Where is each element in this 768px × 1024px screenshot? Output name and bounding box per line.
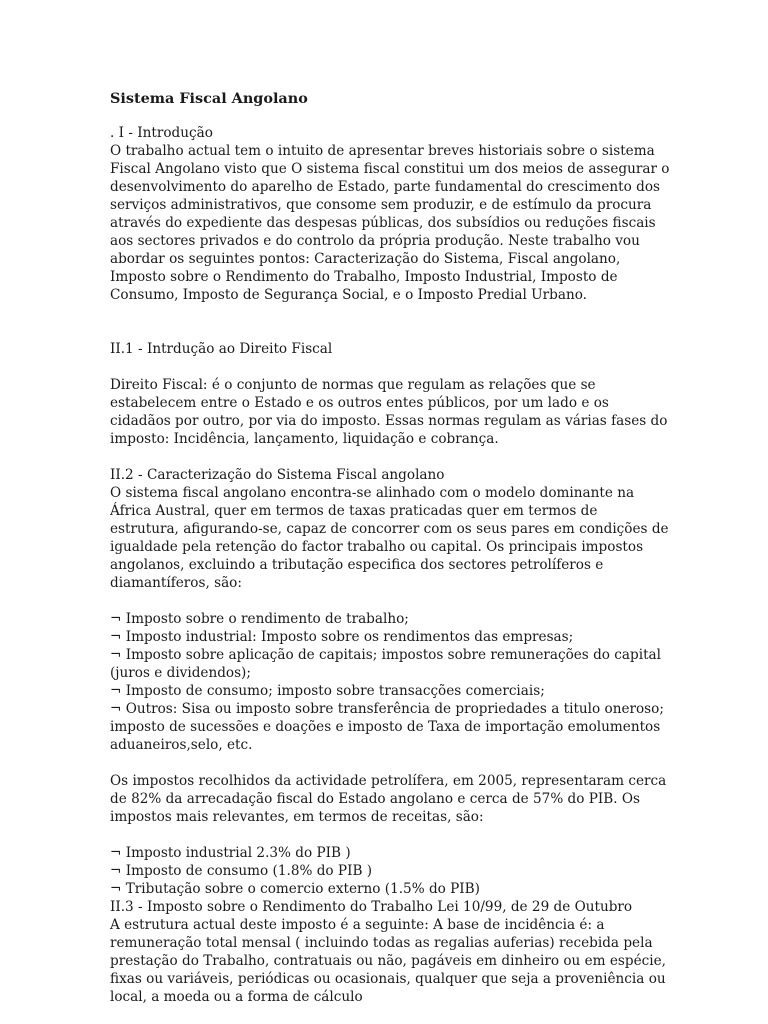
list-item-text: Imposto industrial 2.3% do PIB ) bbox=[125, 845, 351, 861]
bullet-mark: ¬ bbox=[110, 611, 122, 627]
bullet-mark: ¬ bbox=[110, 881, 122, 897]
intro-paragraph: O trabalho actual tem o intuito de apresentar breves historiais sobre o sistema Fiscal Angolano visto que O sistema fiscal constitui um dos meios de assegurar o desenvolvimento do aparelho de Estado, parte fundamental do crescimento dos serviços administrativos, que consome sem produzir, e de estímulo da procura através do expediente das despesas públicas, dos subsídios ou reduções fiscais aos sectores privados e do controlo da própria produção. Neste trabalho vou abordar os seguintes pontos: Caracterização do Sistema, Fiscal angolano, Imposto sobre o Rendimento do Trabalho, Imposto Industrial, Imposto de Consumo, Imposto de Segurança Social, e o Imposto Predial Urbano. bbox=[110, 143, 670, 303]
section-ii1-paragraph: Direito Fiscal: é o conjunto de normas que regulam as relações que se estabelecem entre o Estado e os outros entes públicos, por um lado e os cidadãos por outro, por via do imposto. Essas normas regulam as várias fases do imposto: Incidência, lançamento, liquidação e cobrança. bbox=[110, 377, 668, 447]
list-item-text: Imposto sobre o rendimento de trabalho; bbox=[125, 611, 409, 627]
bullet-mark: ¬ bbox=[110, 629, 122, 645]
spacer bbox=[110, 754, 670, 772]
document-title: Sistema Fiscal Angolano bbox=[110, 90, 308, 107]
list-item bbox=[110, 682, 670, 700]
revenue-list bbox=[110, 844, 670, 898]
spacer bbox=[110, 826, 670, 844]
list-item bbox=[110, 610, 670, 628]
list-item-text: Imposto sobre aplicação de capitais; impostos sobre remunerações do capital (juros e dividendos); bbox=[110, 647, 661, 681]
bullet-mark: ¬ bbox=[110, 647, 122, 663]
list-item bbox=[110, 628, 670, 646]
list-item bbox=[110, 646, 670, 682]
document-page bbox=[110, 90, 670, 1006]
list-item bbox=[110, 862, 670, 880]
bullet-mark: ¬ bbox=[110, 863, 122, 879]
spacer bbox=[110, 448, 670, 466]
list-item-text: Imposto de consumo (1.8% do PIB ) bbox=[125, 863, 373, 879]
list-item bbox=[110, 844, 670, 862]
section-ii3-paragraph: A estrutura actual deste imposto é a seguinte: A base de incidência é: a remuneração total mensal ( incluindo todas as regalias auferias) recebida pela prestação do Trabalho, contratuais ou não, pagáveis em dinheiro ou em espécie, fixas ou variáveis, periódicas ou ocasionais, qualquer que seja a proveniência ou local, a moeda ou a forma de cálculo bbox=[110, 917, 666, 1005]
spacer bbox=[110, 358, 670, 376]
taxes-list bbox=[110, 610, 670, 754]
list-item bbox=[110, 880, 670, 898]
spacer bbox=[110, 304, 670, 340]
spacer bbox=[110, 592, 670, 610]
list-item bbox=[110, 700, 670, 754]
intro-heading: . I - Introdução bbox=[110, 125, 213, 141]
section-ii2-paragraph: O sistema fiscal angolano encontra-se alinhado com o modelo dominante na África Austral, quer em termos de taxas praticadas quer em termos de estrutura, afigurando-se, capaz de concorrer com os seus pares em condições de igualdade pela retenção do factor trabalho ou capital. Os principais impostos angolanos, excluindo a tributação especifica dos sectores petrolíferos e diamantíferos, são: bbox=[110, 485, 669, 591]
oil-revenue-paragraph: Os impostos recolhidos da actividade petrolífera, em 2005, representaram cerca de 82% da arrecadação fiscal do Estado angolano e cerca de 57% do PIB. Os impostos mais relevantes, em termos de receitas, são: bbox=[110, 773, 667, 825]
list-item-text: Imposto industrial: Imposto sobre os rendimentos das empresas; bbox=[125, 629, 574, 645]
section-ii3-heading: II.3 - Imposto sobre o Rendimento do Trabalho Lei 10/99, de 29 de Outubro bbox=[110, 899, 633, 915]
bullet-mark: ¬ bbox=[110, 683, 122, 699]
section-ii2-heading: II.2 - Caracterização do Sistema Fiscal angolano bbox=[110, 467, 445, 483]
bullet-mark: ¬ bbox=[110, 845, 122, 861]
list-item-text: Imposto de consumo; imposto sobre transacções comerciais; bbox=[125, 683, 545, 699]
list-item-text: Tributação sobre o comercio externo (1.5% do PIB) bbox=[125, 881, 480, 897]
list-item-text: Outros: Sisa ou imposto sobre transferência de propriedades a titulo oneroso; imposto de sucessões e doações e imposto de Taxa de importação emolumentos aduaneiros,selo, etc. bbox=[110, 701, 664, 753]
section-ii1-heading: II.1 - Intrdução ao Direito Fiscal bbox=[110, 341, 333, 357]
bullet-mark: ¬ bbox=[110, 701, 122, 717]
